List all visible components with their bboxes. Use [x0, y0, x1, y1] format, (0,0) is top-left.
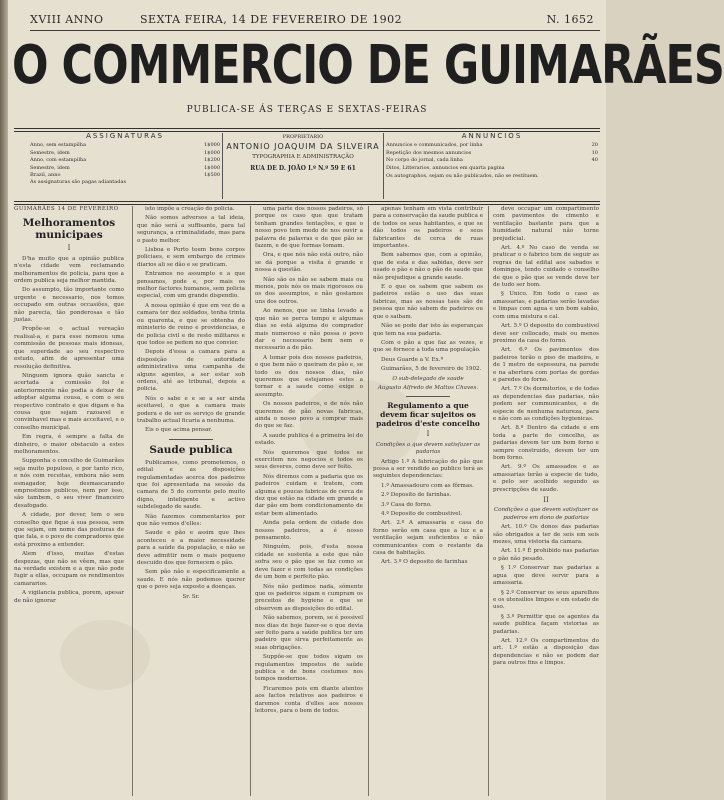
article-paragraph: Nós queremos que todos se exercitem nos negocios e todos os seus deveres, como deve ser feito.	[255, 449, 363, 471]
price-value: 20	[591, 142, 598, 149]
publisher-label: PROPRIETARIO	[282, 134, 324, 140]
price-row	[386, 165, 598, 172]
newspaper-title: O COMMERCIO DE GUIMARÃES	[12, 34, 724, 97]
price-value: 10	[591, 149, 598, 156]
price-row	[30, 179, 220, 186]
section-subhead: Condições a que devem satisfazer as padarias	[375, 441, 481, 456]
price-value: 1$200	[204, 157, 220, 164]
article-paragraph: Suppõe-se que todos sigam os regulamentos impostos de saúde publica e de bons costumes nos tempos modernos.	[255, 654, 363, 683]
column-1	[14, 206, 128, 796]
column-kicker: GUIMARÃES 14 DE FEVEREIRO	[14, 206, 119, 212]
article-paragraph: uma parte dos nossos padeiros, só porque os caso que que tratam tenham grandes tentações, e que o nosso povo tem medo de nos ouvir a palavra de palavras e de que pão se fazem, e de que formas tomam.	[255, 206, 363, 250]
price-value: 1$000	[204, 149, 220, 156]
article-paragraph: Art. 11.º É prohibido nas padarias o pão não pesado.	[493, 548, 599, 562]
price-row	[386, 150, 598, 157]
article-paragraph: Entramos no assumpto e a que pensamos, pode e, por mais os melhor factores humanos, sem policia especial, com um grande dispendio.	[137, 271, 245, 300]
section-subhead: Condições a que devem satisfazer os padeiros em dono de padarias	[493, 507, 599, 521]
article-paragraph: Ninguem ignora quão sancta e acertada a comissão foi e anteriormente não podia a deixar de adoptar alguma cousa, e com o seu respectivo contrato e que digam e ha cousa que sejam razoavel e convinhavel mas e mais acceitavel, e o conselho municipal.	[14, 372, 124, 431]
price-row	[30, 142, 220, 149]
price-label: Brazil, anno	[30, 172, 61, 179]
article-paragraph: Sem pão não e especificamente a saude. E nós não podemos querer que o povo seja exposto a doenças.	[137, 569, 245, 591]
section-numeral: II	[543, 496, 549, 505]
article-paragraph: 1.º Amassadouro com as fôrmas.	[381, 482, 474, 489]
price-label: Semestre, idem	[30, 149, 70, 156]
issue-info-line	[30, 10, 600, 31]
article-paragraph: A tomar pois dos nossos padeiros, e que bem não o queiram de pão e, se todo os dos nossos dias, não queremos que estejamos estes a tornar e a saude como exige o assumpto.	[255, 354, 363, 398]
article-paragraph: Art. 7.º Os dormitorios, e de todas as dependencias das padarias, não podem ser communicantes, e de especie de nenhuma natureza, para e não com as condições hygienicas.	[493, 386, 599, 422]
price-row	[30, 157, 220, 164]
price-label: Repetição dos mesmos annuncios	[386, 149, 472, 156]
article-paragraph: Em regra, é sempre a falta de dinheiro, o maior obstaculo a estes melhoramentos.	[14, 434, 124, 455]
price-label: As assignaturas são pagas adiantadas	[30, 179, 127, 186]
article-paragraph: Art. 9.º Os amassados e as amassarias terão a especie de tudo, e pelo ser acolhido segundo as prescripções de saude.	[493, 464, 599, 493]
price-label: No corpo do jornal, cada linha	[386, 157, 463, 164]
article-paragraph: Nós diremos com a padaria que os padeiros cuidam e tratem, com alguma e poucas fabricas de cerca de dez que estão na cidade em grande a dar pão em bom condicionamento de estar bem alimentado.	[255, 473, 363, 517]
article-paragraph: Não sabemos, porem, se é possivel nos dias de hoje fazer-se o que devia ser feito para a saúde publica ter um padeiro que sirva perfeitamente as suas obrigações.	[255, 615, 363, 651]
article-columns	[14, 206, 602, 796]
price-row	[386, 157, 598, 164]
column-3	[250, 206, 367, 796]
article-heading: Regulamento a que devem ficar sujeitos os padeiros d'este concelho	[376, 401, 480, 429]
signature-name: Augusto Alfredo de Mattos Chaves.	[377, 384, 479, 391]
price-label: Semestre, idem	[30, 164, 70, 171]
article-paragraph: Propõe-se o actual vereação realisal-a, e para esse nomeou uma commissão de pessoas mais idoneas, que superdade ao seu respectivo estudo, afim de apresentar uma resolução definitiva.	[14, 326, 124, 370]
price-label: Ditos, Litterarios, annuncios em quarta pagina	[386, 164, 505, 171]
issue-number: N. 1652	[546, 13, 594, 26]
article-paragraph: § 1.º Conservar nas padarias a agua que deve servir para a amassaria.	[493, 565, 599, 587]
price-value: 1$000	[204, 142, 220, 149]
subscriptions-title: ASSIGNATURAS	[86, 132, 164, 140]
section-numeral: I	[67, 244, 71, 253]
article-paragraph: Não somos adversos a tal ideia, que não será a suffisante, para tal segurança, a criminalidade, mas para o pasto melhor.	[137, 215, 245, 244]
article-paragraph: Ora, e que nós não está outro, não se dá porque a visita é grande e nossa a questão.	[255, 252, 363, 274]
article-paragraph: A cidade, por dever, tem o seu conselho que fique á sua pessoa, sem que sejam, em nome das posturas de que fala, e o povo de compradores que está proximo a entender.	[14, 512, 124, 548]
article-paragraph: Supponha o concelho de Guimarães seja muito populoso, e por tanto rico, e nós com receitas, embora não sem esmagador, hoje desmascarando emprestimos publicos, nem por isso, são tambem, o seu viver financeiro desafogado.	[14, 458, 124, 509]
subscriptions-box	[30, 133, 220, 199]
price-row	[30, 150, 220, 157]
article-paragraph: E o que os sabem que sabem os padeiros estão o uso das suas fabricas, mas as nossas taes são de pessoa que não sabem de padeiros ou que o saibam.	[373, 284, 483, 320]
article-paragraph: isto impõe a creação do policia.	[145, 206, 235, 212]
article-paragraph: Saude e pão e assim que lhes aconteceu e a maior necessidade para a saúde da população, e não se deve admittir nem o mais pequeno descuido dos que fornecem o pão.	[137, 530, 245, 567]
article-paragraph: Ao menos, que se tinha levado a que não se perca tempo e algumas dias se está alguma do comprador mais numeroso e não possa o povo dar o necessario bem nem o necessario a de pão.	[255, 308, 363, 352]
article-paragraph: Art. 3.º O deposito de farinhas	[381, 559, 468, 566]
article-paragraph: Art. 12.º Os compartimentos do art. 1.º estão a disposição das dependencias e não se podem dar para outros fins e limpos.	[493, 637, 599, 667]
price-label: Annuncios e communicados, por linha	[386, 142, 483, 149]
article-paragraph: Eis o que acima pensar.	[145, 427, 213, 434]
masthead	[12, 34, 724, 115]
article-paragraph: Lisboa e Porto teem bons corpos policiaes, e sem embargo de crimes diarios ali se dão e se praticam.	[137, 247, 245, 268]
publisher-address: RUA DE D. JOÃO I.º N.º 59 E 61	[250, 165, 356, 173]
article-paragraph: Nós o sabe e e se a ser ainda aceitavel, o que a camara mais podera e de ser os serviço de grande trabalho actual ficaria a nenhuma.	[137, 395, 245, 424]
publisher-name: ANTONIO JOAQUIM DA SILVEIRA	[226, 142, 380, 152]
article-signature: Sr. Sr.	[182, 593, 200, 600]
article-paragraph: Alem d'isso, muitas d'estas despezas, que não se vêem, mas que na verdade existem e a que não pode fugir a ellas, occupam os rendimentos camararios.	[14, 551, 124, 587]
issue-date: SEXTA FEIRA, 14 DE FEVEREIRO DE 1902	[140, 13, 403, 26]
article-paragraph: 3.º Casa do forno.	[381, 501, 432, 508]
section-numeral: I	[426, 430, 430, 439]
advertising-box	[386, 133, 598, 199]
article-paragraph: D'ha muito que a opinião publica n'esta cidade vem reclamando melhoramentos de policia, para que a ordem publica seja melhor mantida.	[14, 255, 124, 285]
article-paragraph: Deus Guarde a V. Ex.ª	[381, 356, 444, 363]
article-paragraph: apenas tenham em vista contribuir para a conservação da saude publica e de todos os seus habitantes, e que se dão todos os padeiros e seus fabricantes de cerca de ruas importantes.	[373, 206, 483, 250]
article-paragraph: 4.º Deposito de combustivel.	[381, 511, 463, 517]
header-rule-bottom	[14, 201, 600, 205]
column-2	[132, 206, 249, 796]
article-paragraph: § Unico. Em todo o caso as amassarias, e padarias serão lavadas e limpas com agua e um bom sabão, com uma mistura e cal.	[493, 291, 599, 320]
article-paragraph: Bem sabemos que, com a opinião, que de esta e das sabidas, deve ser usado o pão e não o pão de saude que não prejudique a grande saude.	[373, 252, 483, 281]
article-paragraph: Nós não pedimos nada, sómente que os padeiros sigam e cumpram os preceitos de hygiene e que se observem as disposições do edital.	[255, 583, 363, 612]
section-divider	[169, 439, 212, 440]
typography-label: TYPOGRAPHIA E ADMINISTRAÇÃO	[252, 153, 354, 160]
article-paragraph: Guimarães, 5 de fevereiro de 1902.	[381, 366, 482, 373]
article-paragraph: A vigilancia publica, porem, apesar de não ignorar	[14, 590, 124, 604]
article-paragraph: Do assumpto, tão importante como urgente e necessario, nos temos occupado em outras occasiões, que não parecia, tão ponderosas e tão justas.	[14, 287, 124, 324]
advertising-title: ANNUNCIOS	[461, 132, 523, 140]
article-paragraph: Não se pode dar isto ás esperanças que tem na sua padaria.	[373, 323, 483, 337]
article-paragraph: Os nossos padeiros, e de nós não queremos de pão novas fabricas, ainda o nosso povo a comprar mais do que se faz.	[255, 401, 363, 430]
article-paragraph: 2.º Deposito de farinhas.	[381, 492, 452, 499]
article-paragraph: Não são os não se sabem mais ou menos, pois nós os mais rigorosos ou os dos assumptos, e não gostamos uns dos outros.	[255, 276, 363, 305]
article-paragraph: Art. 6.º Os pavimentos dos padeiros terão o piso de madeira, e de 1 metro de espessura, na parede e na abertura com portas de gordas e paredes do forno.	[493, 347, 599, 383]
price-label: Anno, com estampilha	[30, 157, 87, 164]
column-4	[368, 206, 487, 796]
price-label: Anno, sem estampilha	[30, 142, 86, 149]
column-5	[488, 206, 603, 796]
article-heading: Saude publica	[149, 443, 233, 456]
article-paragraph: § 2.º Conservar os seus aparelhos e os utensilios limpos e em estado de uso.	[493, 589, 599, 611]
article-paragraph: Art. 5.º O deposito do combustivel deve ser collocado, mais ou menos proximo da casa do forno.	[493, 323, 599, 344]
article-paragraph: Art. 10.º Os donos das padarias são obrigados a ter de seis em seis mezes, uma vistoria da camara.	[493, 524, 599, 546]
publisher-box	[222, 133, 384, 199]
price-value: 1$500	[204, 172, 220, 179]
article-paragraph: Ninguém, pois, d'esta nossa cidade se sustenta a este que não sofra seu o pão que se faz como se deve fazer e com todas as condições de um bom e perfeito pão.	[255, 544, 363, 581]
article-paragraph: Com o pão a que faz as vezes, e que se fornece a toda uma população.	[373, 339, 483, 354]
section-divider	[406, 396, 450, 397]
price-row	[386, 142, 598, 149]
advertising-note: Os autographos, sejam ou não publicados, não se restituem.	[386, 173, 539, 180]
article-paragraph: Não fazemos commentarios por que não vemos d'elles:	[137, 513, 245, 528]
article-paragraph: Art. 2.º A amassaria e casa do forno serão em casa que a luz e a ventilação sejam suficientes e não communicantes com o restante da casa de habitação.	[373, 520, 483, 557]
article-paragraph: Art. 4.º No caso de venda se praticar o o fabrico tem de seguir as regras de tal edital aos sabados e domingos, tendo cuidado o conselho de que o pão que se vende deve ter de tudo ser bom.	[493, 245, 599, 289]
article-paragraph: deve occupar um compartimento com pavimentos de cimento e ventilação bastante para que a humidade natural não torne prejudicial.	[493, 206, 599, 242]
price-value: 1$000	[204, 164, 220, 171]
price-row	[30, 165, 220, 172]
article-paragraph: § 3.º Permittir que os agentes da saude publica façam vistorias as padarias.	[493, 613, 599, 635]
article-heading: Melhoramentos municipaes	[22, 217, 116, 242]
newspaper-subtitle: PUBLICA-SE ÁS TERÇAS E SEXTAS-FEIRAS	[186, 105, 428, 115]
article-paragraph: A nossa opinião é que em vez de a camara ter dez soldados, tenha trinta ou quarenta, e que se obtenha do ministerio de reino e providencias, e de policia civil e de resto militares e que todos se pedem no que convier.	[137, 302, 245, 346]
article-paragraph: Art. 8.º Dentro da cidade e em toda a parte do concelho, as padarias devem ter um bom forno e sempre construido, devem ter um bom forno.	[493, 425, 599, 461]
article-paragraph: Artigo 1.º A fabricação do pão que possa a ser vendido ao publico terá as seguintes dependencias:	[373, 458, 483, 480]
issue-year: XVIII ANNO	[30, 13, 104, 26]
price-value: 40	[591, 157, 598, 164]
article-paragraph: Ainda pela ordem de cidade dos nossos padeiros, a é nosso pensamento.	[255, 520, 363, 542]
article-paragraph: Depois d'essa a camara para a disposição de autoridade administrativa uma campanha de alguns agentes, a ser estar sob ordens, até ao tribunal, depois a policia.	[137, 349, 245, 393]
article-paragraph: A saude publica é a primeira lei do estado.	[255, 432, 363, 447]
article-paragraph: Ficaremos pois em diante atentos aos factos relativos aos padeiros e daremos conta d'elles aos nossos leitores, para o bem de todos.	[255, 685, 363, 714]
signature-role: O sub-delegado de saude	[392, 375, 464, 382]
page-binding-edge	[0, 0, 8, 800]
article-paragraph: Publicamos, como prometemos, o edital e as disposições regulamentadas acerca dos padeiros que foi apresentada na sessão da camara de 5 do corrente pelo muito digno, inteligente e activo subdelegado de saude.	[137, 459, 245, 511]
